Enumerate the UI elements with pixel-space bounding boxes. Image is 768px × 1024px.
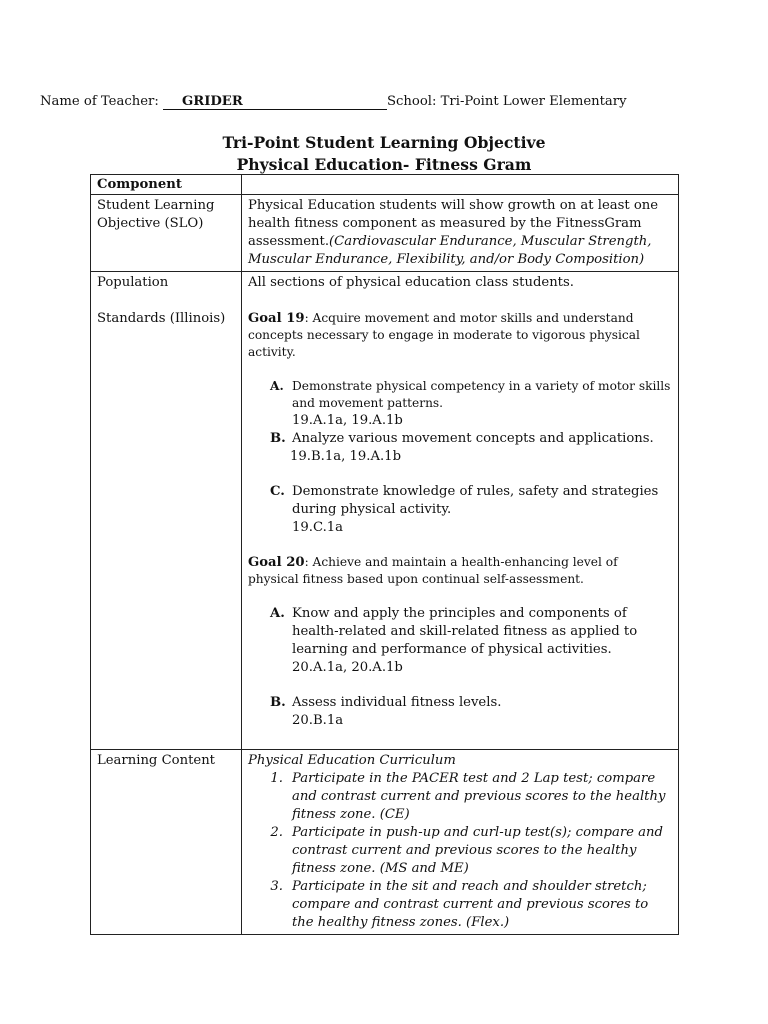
teacher-label: Name of Teacher: [40,94,163,109]
list-item [248,824,672,878]
population-text: All sections of physical education class students. [248,275,574,290]
learning-content [242,750,679,935]
slo-table [90,174,679,935]
learning-content-row [91,750,679,935]
item-text: Demonstrate knowledge of rules, safety and strategies during physical activity. [292,484,659,517]
item-codes: 20.B.1a [292,713,344,728]
item-text: Analyze various movement concepts and applications. [292,431,654,446]
list-item [248,878,672,932]
item-letter: C. [270,484,285,499]
item-letter: A. [270,379,284,393]
goal-20-text: : Achieve and maintain a health-enhancing level of physical fitness based upon continual self-assessment. [248,555,618,586]
slo-row [91,195,679,272]
slo-text: Physical Education students will show growth on at least one health fitness component as measured by the FitnessGram assessment. [248,198,659,249]
learning-label: Learning Content [91,750,242,935]
learning-list [248,770,672,932]
list-text: Participate in push-up and curl-up test(s); compare and contrast current and previous scores to the healthy fitness zone. (MS and ME) [292,825,663,876]
slo-content [242,195,679,272]
list-text: Participate in the PACER test and 2 Lap test; compare and contrast current and previous scores to the healthy fitness zone. (CE) [292,771,666,822]
goal-20-label: Goal 20 [248,555,305,570]
teacher-name: GRIDER [163,94,387,110]
header-empty [242,175,679,195]
table-header-row [91,175,679,195]
list-number: 2. [270,825,283,840]
goal-19-item-c [248,483,672,519]
item-codes: 19.B.1a, 19.A.1b [290,449,402,464]
item-letter: B. [270,431,286,446]
slo-label: Student Learning Objective (SLO) [91,195,242,272]
item-codes: 19.A.1a, 19.A.1b [292,413,403,428]
list-number: 1. [270,771,283,786]
goal-19-label: Goal 19 [248,311,305,326]
slo-components: (Cardiovascular Endurance, Muscular Strength, Muscular Endurance, Flexibility, and/or Body Composition) [248,234,652,267]
document-subtitle: Physical Education- Fitness Gram [236,155,532,174]
item-codes: 20.A.1a, 20.A.1b [292,660,403,675]
curriculum-title: Physical Education Curriculum [248,753,456,768]
standards-row [91,272,679,750]
goal-19-item-b [248,430,672,448]
item-letter: B. [270,695,286,710]
goal-19-item-a [248,378,672,412]
goal-20-item-b [248,694,672,712]
teacher-school-line [40,94,740,110]
goal-20 [248,554,672,588]
document-title: Tri-Point Student Learning Objective [222,133,546,152]
list-item [248,770,672,824]
standards-label: Standards (Illinois) [97,311,226,326]
list-number: 3. [270,879,283,894]
standards-content [242,272,679,750]
population-label: Population [97,275,169,290]
item-letter: A. [270,606,285,621]
item-text: Demonstrate physical competency in a variety of motor skills and movement patterns. [292,379,671,410]
population-standards-labels [91,272,242,750]
school-name: School: Tri-Point Lower Elementary [386,94,627,109]
goal-19 [248,310,672,361]
header-component: Component [91,175,242,195]
item-codes: 19.C.1a [292,520,344,535]
list-text: Participate in the sit and reach and shoulder stretch; compare and contrast current and previous scores to the healthy fitness zones. (Flex.) [292,879,649,930]
goal-19-text: : Acquire movement and motor skills and understand concepts necessary to engage in moderate to vigorous physical activity. [248,311,640,359]
item-text: Assess individual fitness levels. [292,695,502,710]
goal-20-item-a [248,605,672,659]
item-text: Know and apply the principles and components of health-related and skill-related fitness as applied to learning and performance of physical activities. [292,606,638,657]
